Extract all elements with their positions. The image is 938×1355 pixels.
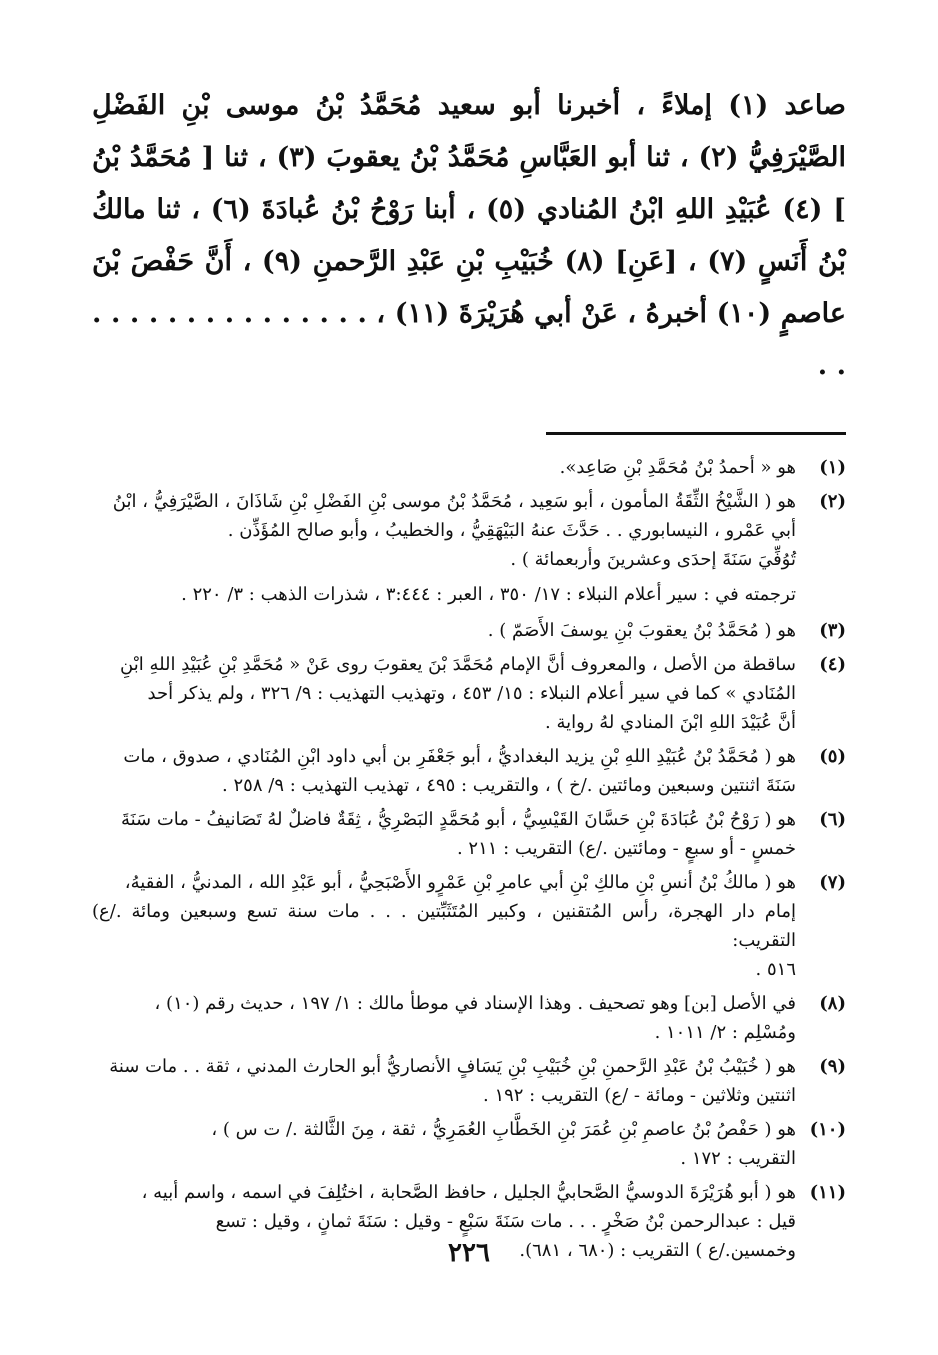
footnote-divider xyxy=(546,432,846,435)
footnote-line: هو ( خُبَيْبُ بْنُ عَبْدِ الرَّحمنِ بْنِ خُبَيْبِ بْنِ يَسَافٍ الأنصاريُّ أبو الحارث المدني ، ثقة . . مات سنة xyxy=(109,1056,796,1077)
footnote-text xyxy=(92,616,796,645)
footnote-line: اثنتين وثلاثين - ومائة - /ع) التقريب : ١٩٢ . xyxy=(482,1085,796,1106)
footnote-line: سَنَةَ اثنتين وسبعين ومائتين ./خ ) ، والتقريب : ٤٩٥ ، تهذيب التهذيب : ٩/ ٢٥٨ . xyxy=(222,775,796,796)
footnote xyxy=(92,453,846,482)
footnote-number: (١٠) xyxy=(809,1119,846,1140)
footnote-line: هو ( مُحَمَّدُ بْنُ عُبَيْدِ اللهِ بْنِ يزيد البغداديُّ ، أبو جَعْفَرِ بن أبي داود ابْنِ المُنَادي ، صدوق ، مات xyxy=(123,746,796,767)
footnote-reference-line: ترجمته في : سير أعلام النبلاء : ١٧/ ٣٥٠ ، العبر : ٣:٤٤٤ ، شذرات الذهب : ٣/ ٢٢٠ . xyxy=(181,584,796,605)
footnote-text xyxy=(92,805,796,863)
footnotes-section xyxy=(92,453,846,1265)
footnote-number: (٧) xyxy=(819,872,846,893)
footnote-number: (٢) xyxy=(819,491,846,512)
page-number: ٢٢٦ xyxy=(448,1238,490,1268)
footnote-line: التقريب : ١٧٢ . xyxy=(680,1148,796,1169)
footnote-line: هو ( مالكُ بْنُ أنسِ بْنِ مالكِ بْنِ أبي عامرِ بْنِ عَمْرٍو الأَصْبَحِيُّ ، أبو عَبْدِ الله ، المدنيُّ ، الفقيهُ، xyxy=(124,872,796,893)
footnote-text xyxy=(92,1052,796,1110)
footnote-line: هو ( الشَّيْخُ الثِّقَةُ المأمون ، أبو سَعِيد ، مُحَمَّدُ بْنُ موسى بْنِ الفَضْلِ بْنِ شَاذَانَ ، الصَّيْرَفِيُّ ، ابْنُ xyxy=(112,491,796,512)
footnote-text xyxy=(92,989,796,1047)
footnote xyxy=(92,616,846,645)
footnote-line: قيل : عبدالرحمن بْنُ صَخْرٍ . . . مات سَنَةَ سَبْعٍ - وقيل : سَنَةَ ثمانٍ ، وقيل : تسع xyxy=(215,1211,796,1232)
footnote-text xyxy=(92,1115,796,1173)
footnote-line: ساقطة من الأصل ، والمعروف أنَّ الإمام مُحَمَّدَ بْنَ يعقوبَ روى عَنْ « مُحَمَّدِ بْنِ عُبَيْدِ اللهِ ابْنِ xyxy=(120,654,796,675)
footnote-number: (١١) xyxy=(809,1182,846,1203)
footnote-number: (٤) xyxy=(819,654,846,675)
footnote-text xyxy=(92,453,796,482)
main-paragraph: صاعد (١) إملاءً ، أخبرنا أبو سعيد مُحَمَّدُ بْنُ موسى بْنِ الفَضْلِ الصَّيْرَفِيُّ (٢) ، ثنا أبو العَبَّاسِ مُحَمَّدُ بْنُ يعقوبَ (٣) ، ثنا [ مُحَمَّدُ بْنُ ] (٤) عُبَيْدِ اللهِ ابْنُ المُنادي (٥) ، أبنا رَوْحُ بْنُ عُبادَةَ (٦) ، ثنا مالكُ بْنُ أَنَسٍ (٧) ، [عَنِ] (٨) خُبَيْبِ بْنِ عَبْدِ الرَّحمنِ (٩) ، أَنَّ حَفْصَ بْنَ عاصمٍ (١٠) أخبرهُ ، عَنْ أبي هُرَيْرَةَ (١١) ، . . . . . . . . . . . . . . . . . xyxy=(92,90,846,381)
footnote-line: أبي عَمْرو ، النيسابوري . . حَدَّثَ عنهُ البَيْهَقِيُّ ، والخطيبُ ، وأبو صالح المُؤَذِّن . xyxy=(227,520,796,541)
footnote-line: ومُسْلِم : ٢/ ١٠١١ . xyxy=(654,1022,796,1043)
footnote-line: هو ( مُحَمَّدُ بْنُ يعقوبَ بْنِ يوسفَ الأَصَمّ ) . xyxy=(487,620,796,641)
footnote-number: (٦) xyxy=(819,809,846,830)
footnote-text xyxy=(92,650,796,737)
footnote-line: هو ( رَوْحُ بْنُ عُبَادَةَ بْنِ حَسَّانَ القَيْسِيُّ ، أبو مُحَمَّدٍ البَصْرِيُّ ، ثِقَةٌ فاضلٌ لهُ تَصَانيفُ - مات سَنَةَ xyxy=(120,809,796,830)
footnote-text xyxy=(92,868,796,984)
footnote-line: إمام دار الهجرة، رأس المُتقنين ، وكبير المُتَثَبِّتين . . . مات سنة تسع وسبعين ومائة ./ع) التقريب: xyxy=(92,901,796,951)
footnote xyxy=(92,1052,846,1110)
footnote-line: تُوُفِّيَ سَنَةَ إحدَى وعشرينَ وأربعمائة ) . xyxy=(510,549,796,570)
footnote-line: هو ( حَفْصُ بْنُ عاصمِ بْنِ عُمَرَ بْنِ الخَطَّابِ العُمَرِيُّ ، ثقة ، مِنَ الثَّالثة ./ ت س ) ، xyxy=(211,1119,796,1140)
footnote-line: ٥١٦ . xyxy=(755,959,796,980)
footnote-line: في الأصل [بن] وهو تصحيف . وهذا الإسناد في موطأ مالك : ١/ ١٩٧ ، حديث رقم (١٠) ، xyxy=(154,993,796,1014)
footnote xyxy=(92,742,846,800)
footnote-number: (١) xyxy=(819,457,846,478)
footnote-text xyxy=(92,742,796,800)
footnote xyxy=(92,805,846,863)
footnote xyxy=(92,868,846,984)
footnote-line: خمسٍ - أو سبعٍ - ومائتين ./ع) التقريب : ٢١١ . xyxy=(456,838,796,859)
footnote xyxy=(92,487,846,574)
footnote-number: (٥) xyxy=(819,746,846,767)
footnote-line: هو ( أبو هُرَيْرَةَ الدوسيُّ الصَّحابيُّ الجليل ، حافظ الصَّحابة ، اختُلِفَ في اسمه ، واسم أبيه ، xyxy=(141,1182,796,1203)
footnote-text xyxy=(92,487,796,574)
footnote-number: (٨) xyxy=(819,993,846,1014)
footnote-line: هو « أحمدُ بْنُ مُحَمَّدِ بْنِ صَاعِد». xyxy=(559,457,796,478)
footnote-line: أنَّ عُبَيْدَ اللهِ ابْنَ المنادي لهُ رواية . xyxy=(545,712,796,733)
footnote-number: (٣) xyxy=(819,620,846,641)
footnote-number: (٩) xyxy=(819,1056,846,1077)
footnote xyxy=(92,650,846,737)
footnote xyxy=(92,989,846,1047)
footnote xyxy=(92,1115,846,1173)
footnote-line: المُنَادي » كما في سير أعلام النبلاء : ١٥/ ٤٥٣ ، وتهذيب التهذيب : ٩/ ٣٢٦ ، ولم يذكر أحد xyxy=(147,683,796,704)
footnote-line: وخمسين./ع ) التقريب : (٦٨٠ ، ٦٨١). xyxy=(519,1240,796,1261)
